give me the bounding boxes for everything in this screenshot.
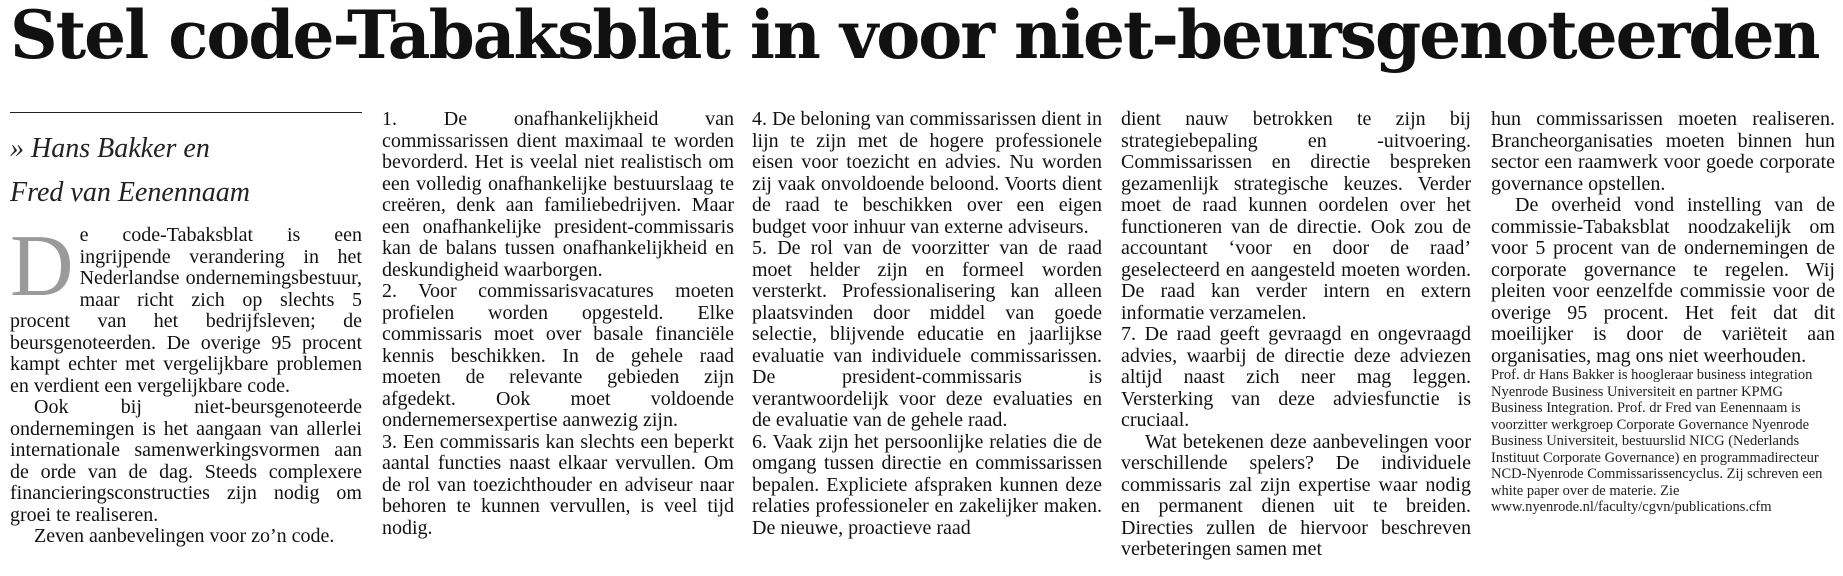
recommendation-7: 7. De raad geeft gevraagd en ongevraagd advies, waarbij de directie deze adviezen altijd naast zich neer mag leggen. Versterking van deze adviesfunctie is cruciaal. bbox=[1121, 323, 1471, 431]
recommendation-3: 3. Een commissaris kan slechts een beperkt aantal functies naast elkaar vervullen. Om de rol van toezichthouder en adviseur naar behoren te kunnen vervullen, is veel tijd nodig. bbox=[382, 430, 734, 539]
recommendation-1: 1. De onafhankelijkheid van commissarissen dient maximaal te worden bevorderd. Het is veelal niet realistisch om een volledig onafhankelijke bestuurslaag te creëren, denk aan familiebedrijven. Maar een onafhankelijke president-commissaris kan de balans tussen onafhankelijkheid en deskundigheid waarborgen. bbox=[382, 109, 734, 281]
byline-author-1: » Hans Bakker en bbox=[10, 133, 210, 164]
column-4 bbox=[1121, 109, 1471, 569]
recommendation-6-continued: dient nauw betrokken te zijn bij strategiebepaling en -uitvoering. Commissarissen en directie bespreken gezamenlijk strategische keuzes. Verder moet de raad kunnen oordelen over het functioneren van de directie. Ook zou de accountant ‘voor en door de raad’ geselecteerd en aangesteld moeten worden. De raad kan verder intern en extern informatie verzamelen. bbox=[1121, 109, 1471, 324]
drop-cap: D bbox=[10, 218, 74, 315]
recommendation-4: 4. De beloning van commissarissen dient in lijn te zijn met de hogere professionele eisen voor toezicht en advies. Nu worden zij vaak onvoldoende beloond. Voorts dient de raad te beschikken over een eigen budget voor inhuur van externe adviseurs. bbox=[752, 109, 1102, 238]
column-3 bbox=[752, 109, 1102, 569]
intro-paragraph-1 bbox=[10, 218, 362, 397]
intro-paragraph-2: Ook bij niet-beursgenoteerde ondernemingen is het aangaan van allerlei internationale samenwerkingsvormen aan de orde van de dag. Steeds complexere financieringsconstructies zijn nodig om groei te realiseren. bbox=[10, 396, 362, 526]
intro-paragraph-3: Zeven aanbevelingen voor zo’n code. bbox=[34, 525, 335, 547]
byline bbox=[10, 127, 362, 215]
body-paragraph-continued: hun commissarissen moeten realiseren. Brancheorganisaties moeten binnen hun sector een raamwerk voor goede corporate governance opstellen. bbox=[1491, 109, 1835, 195]
intro-paragraph-1-text: e code-Tabaksblat is een ingrijpende verandering in het Nederlandse ondernemingsbestuur, maar richt zich op slechts 5 procent van het bedrijfsleven; de beursgenoteerden. De overige 95 procent kampt echter met vergelijkbare problemen en verdient een vergelijkbare code. bbox=[10, 224, 362, 397]
recommendation-2: 2. Voor commissarisvacatures moeten profielen worden opgesteld. Elke commissaris moet over basale financiële kennis beschikken. In de gehele raad moeten de relevante gebieden zijn afgedekt. Ook moet voldoende ondernemersexpertise aanwezig zijn. bbox=[382, 280, 734, 431]
recommendation-5: 5. De rol van de voorzitter van de raad moet helder zijn en formeel worden versterkt. Professionalisering kan alleen plaatsvinden door middel van goede selectie, blijvende educatie en jaarlijkse evaluatie van individuele commissarissen. De president-commissaris is verantwoordelijk voor deze evaluaties en de evaluatie van de gehele raad. bbox=[752, 237, 1102, 431]
column-1 bbox=[10, 109, 362, 569]
column-5 bbox=[1491, 109, 1835, 569]
article-headline: Stel code-Tabaksblat in voor niet-beursgenoteerden bbox=[10, 0, 1819, 74]
recommendation-6: 6. Vaak zijn het persoonlijke relaties die de omgang tussen directie en commissarissen bepalen. Expliciete afspraken kunnen deze relaties professioneler en zakelijker maken. De nieuwe, proactieve raad bbox=[752, 430, 1102, 539]
byline-author-2: Fred van Eenennaam bbox=[10, 177, 250, 208]
body-paragraph: Wat betekenen deze aanbevelingen voor verschillende spelers? De individuele commissaris zal zijn expertise waar nodig en permanent dienen uit te breiden. Directies zullen de hiervoor beschreven verbeteringen samen met bbox=[1121, 430, 1471, 560]
author-credit: Prof. dr Hans Bakker is hoogleraar business integration Nyenrode Business Universiteit en partner KPMG Business Integration. Prof. dr Fred van Eenennaam is voorzitter werkgroep Corporate Governance Nyenrode Business Universiteit, bestuurslid NICG (Nederlands Instituut Corporate Governance) en programmadirecteur NCD-Nyenrode Commissarissencyclus. Zij schreven een white paper over de materie. Zie www.nyenrode.nl/faculty/cgvn/publications.cfm bbox=[1491, 367, 1823, 515]
byline-rule bbox=[10, 112, 362, 113]
conclusion-paragraph: De overheid vond instelling van de commissie-Tabaksblat noodzakelijk om voor 5 procent van de ondernemingen de corporate governance te regelen. Wij pleiten voor eenzelfde commissie voor de overige 95 procent. Het feit dat dit moeilijker is door de variëteit aan organisaties, mag ons niet weerhouden. bbox=[1491, 194, 1835, 367]
column-2 bbox=[382, 109, 734, 569]
